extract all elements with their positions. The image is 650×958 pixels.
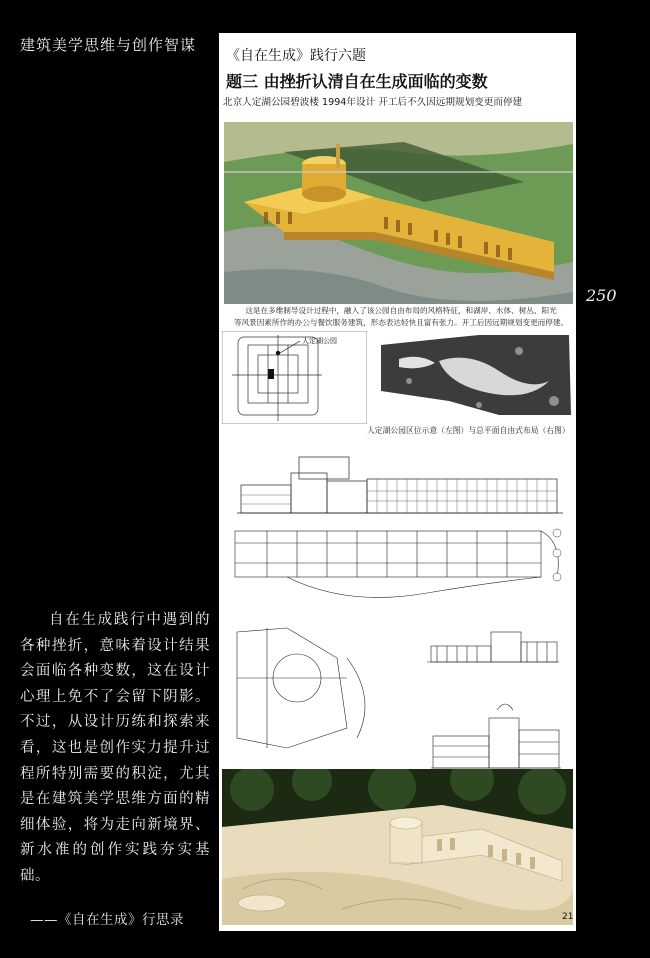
- sheet-page-number: 21: [562, 912, 574, 922]
- book-title: 建筑美学思维与创作智谋: [20, 36, 197, 54]
- side-page-number: 250: [586, 286, 617, 305]
- project-subheading: 北京人定湖公园碧波楼 1994年设计 开工后不久因远期规划变更而停建: [223, 97, 523, 108]
- site-plan-image: [379, 331, 573, 419]
- model-photo-image: [222, 769, 573, 925]
- elevation-drawing-image: [227, 443, 573, 521]
- aerial-rendering-image: [224, 122, 573, 304]
- location-map-image: [222, 331, 367, 424]
- render-caption: 这是在多维制导设计过程中，融入了该公园自由布局的风格特征，和湖岸、水体、树丛、阳光 等风景因素所作的办公与餐饮服务建筑，形态表达轻快且富有张力。开工后因远期规划变更而停建。: [233, 306, 569, 327]
- side-essay: 自在生成践行中遇到的各种挫折，意味着设计结果会面临各种变数，这在设计心理上免不了会留下阴影。不过，从设计历练和探索来看，这也是创作实力提升过程所特别需要的积淀，尤其是在建筑美学思维方面的精细体验，将为走向新境界、新水准的创作实践夯实基础。: [20, 612, 210, 884]
- floor-plan-drawing-image: [227, 523, 573, 615]
- map-park-label: 人定湖公园: [302, 337, 337, 345]
- plans-caption: 人定湖公园区位示意（左图）与总平面自由式布局（右图）: [367, 426, 570, 435]
- detail-drawings-image: [227, 618, 573, 783]
- series-heading: 《自在生成》践行六题: [226, 48, 366, 64]
- topic-heading: 题三 由挫折认清自在生成面临的变数: [226, 72, 488, 91]
- content-sheet: [219, 33, 576, 931]
- side-signature: ——《自在生成》行思录: [30, 912, 184, 928]
